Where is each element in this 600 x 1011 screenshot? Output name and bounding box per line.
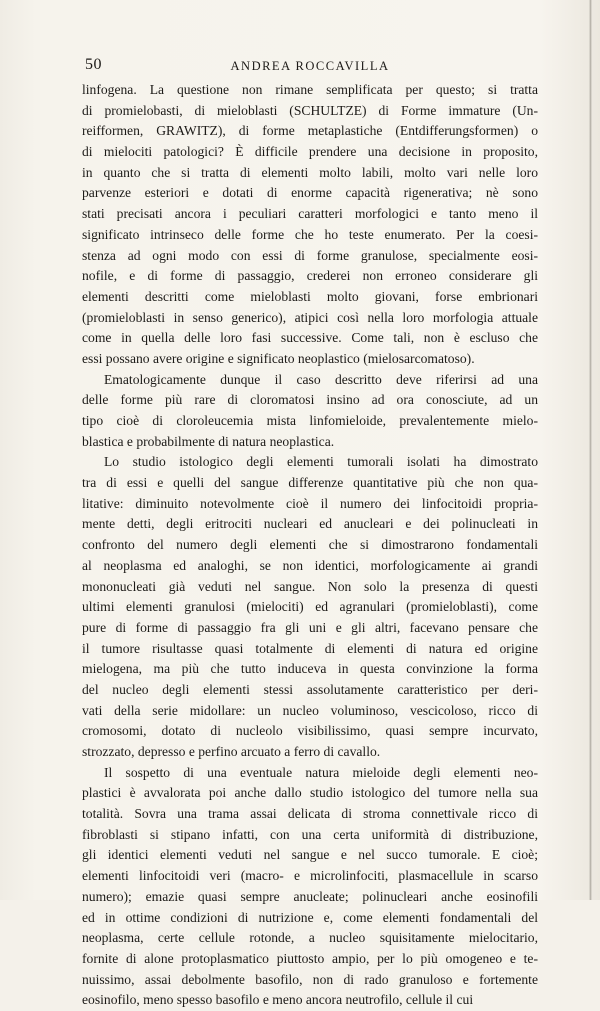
text-line: plastici è avvalorata poi anche dallo studio istologico del tumore nella sua	[82, 785, 538, 801]
paragraph	[82, 80, 538, 370]
paragraph	[82, 452, 538, 762]
text-line: numero); emazie quasi sempre anucleate; polinucleari anche eosinofili	[82, 888, 538, 904]
text-line: significato intrinseco delle forme che ho teste enumerato. Per la coesi-	[82, 226, 538, 242]
text-line: tipo cioè di cloroleucemia mista linfomieloide, prevalentemente mielo-	[82, 413, 538, 428]
text-line: tra di essi e quelli del sangue differenze quantitative più che non qua-	[82, 475, 538, 491]
text-line: (promieloblasti in senso generico), atipici così nella loro morfologia attuale	[82, 309, 538, 325]
text-line: gli identici elementi veduti nel sangue e nel succo tumorale. E cioè;	[82, 847, 538, 863]
text-line: reifformen, GRAWITZ), di forme metaplastiche (Entdifferungsformen) o	[82, 123, 538, 139]
text-line: ultimi elementi granulosi (mielociti) ed agranulari (promieloblasti), come	[82, 599, 538, 615]
text-line: Lo studio istologico degli elementi tumorali isolati ha dimostrato	[104, 454, 538, 470]
text-line: fornite di alone protoplasmatico piuttosto ampio, per lo più omogeneo e te-	[82, 950, 538, 966]
text-line: mielogena, ma più che tutto induceva in questa convinzione la forma	[82, 661, 538, 677]
text-line: pure di forme di passaggio fra gli uni e gli altri, facevano pensare che	[82, 619, 538, 635]
text-line: eosinofilo, meno spesso basofilo e meno ancora neutrofilo, cellule il cui	[82, 992, 474, 1008]
running-head: ANDREA ROCCAVILLA	[230, 59, 390, 73]
text-line: ed in ottime condizioni di nutrizione e, come elementi fondamentali del	[82, 909, 538, 925]
body-text	[82, 80, 538, 1011]
page-number: 50	[85, 56, 102, 73]
page-header	[85, 56, 535, 76]
text-line: di mielociti patologici? È difficile prendere una decisione in proposito,	[82, 144, 538, 160]
text-line: strozzato, depresso e perfino arcuato a ferro di cavallo.	[82, 744, 381, 759]
text-line: stenza ad ogni modo con essi di forme granulose, specialmente eosi-	[82, 247, 538, 263]
text-line: stati precisati ancora i peculiari caratteri morfologici e tanto meno il	[82, 206, 538, 222]
text-line: vati della serie midollare: un nucleo voluminoso, vescicoloso, ricco di	[82, 702, 538, 718]
text-line: Ematologicamente dunque il caso descritto deve riferirsi ad una	[104, 371, 538, 387]
text-line: confronto del numero degli elementi che si dimostrarono fondamentali	[82, 537, 538, 553]
text-line: essi possano avere origine e significato neoplastico (mielosarcomatoso).	[82, 350, 475, 366]
text-line: al neoplasma ed analoghi, se non identici, morfologicamente ai grandi	[82, 557, 538, 573]
text-line: il tumore risultasse quasi totalmente di elementi di natura ed origine	[82, 640, 538, 656]
text-line: delle forme più rare di cloromatosi insino ad ora conosciute, ad un	[82, 392, 538, 408]
text-line: Il sospetto di una eventuale natura mieloide degli elementi neo-	[104, 764, 538, 780]
text-line: di promielobasti, di mieloblasti (SCHULTZE) di Forme immature (Un-	[82, 102, 538, 118]
text-line: neoplasma, certe cellule rotonde, a nucleo squisitamente mielocitario,	[82, 930, 538, 946]
text-line: in quanto che si tratta di elementi molto labili, molto vari nelle loro	[82, 164, 538, 180]
text-line: blastica e probabilmente di natura neoplastica.	[82, 433, 335, 449]
text-line: nuissimo, assai debolmente basofilo, non di rado granuloso e fortemente	[82, 971, 538, 987]
text-line: linfogena. La questione non rimane semplificata per questo; si tratta	[82, 82, 538, 97]
text-line: elementi linfocitoidi veri (macro- e microlinfociti, plasmacellule in scarso	[82, 868, 538, 884]
text-line: mononucleati già veduti nel sangue. Non solo la presenza di questi	[82, 578, 538, 594]
text-line: elementi descritti come mieloblasti molto giovani, forse embrionari	[82, 288, 538, 304]
text-line: cromosomi, dotato di nucleolo visibilissimo, quasi sempre incurvato,	[82, 723, 538, 739]
text-line: come in quella delle loro fasi successive. Come tali, non è escluso che	[82, 330, 538, 346]
text-line: totalità. Sovra una trama assai delicata di stroma connettivale ricco di	[82, 806, 538, 822]
text-line: fibroblasti si stipano infatti, con una certa uniformità di distribuzione,	[82, 826, 538, 842]
text-line: parvenze esteriori e dotati di enorme capacità rigenerativa; nè sono	[82, 185, 538, 201]
text-line: nofile, e di forme di passaggio, crederei non erroneo considerare gli	[82, 268, 538, 284]
paragraph	[82, 370, 538, 453]
text-line: litative: diminuito notevolmente cioè il numero dei linfocitoidi propria-	[82, 495, 538, 511]
page-edge-shadow	[589, 0, 592, 900]
paragraph	[82, 763, 538, 1011]
text-line: mente detti, degli eritrociti nucleari ed anucleari e dei polinucleati in	[82, 516, 538, 532]
text-line: del nucleo degli elementi stessi assolutamente caratteristico per deri-	[82, 681, 538, 697]
